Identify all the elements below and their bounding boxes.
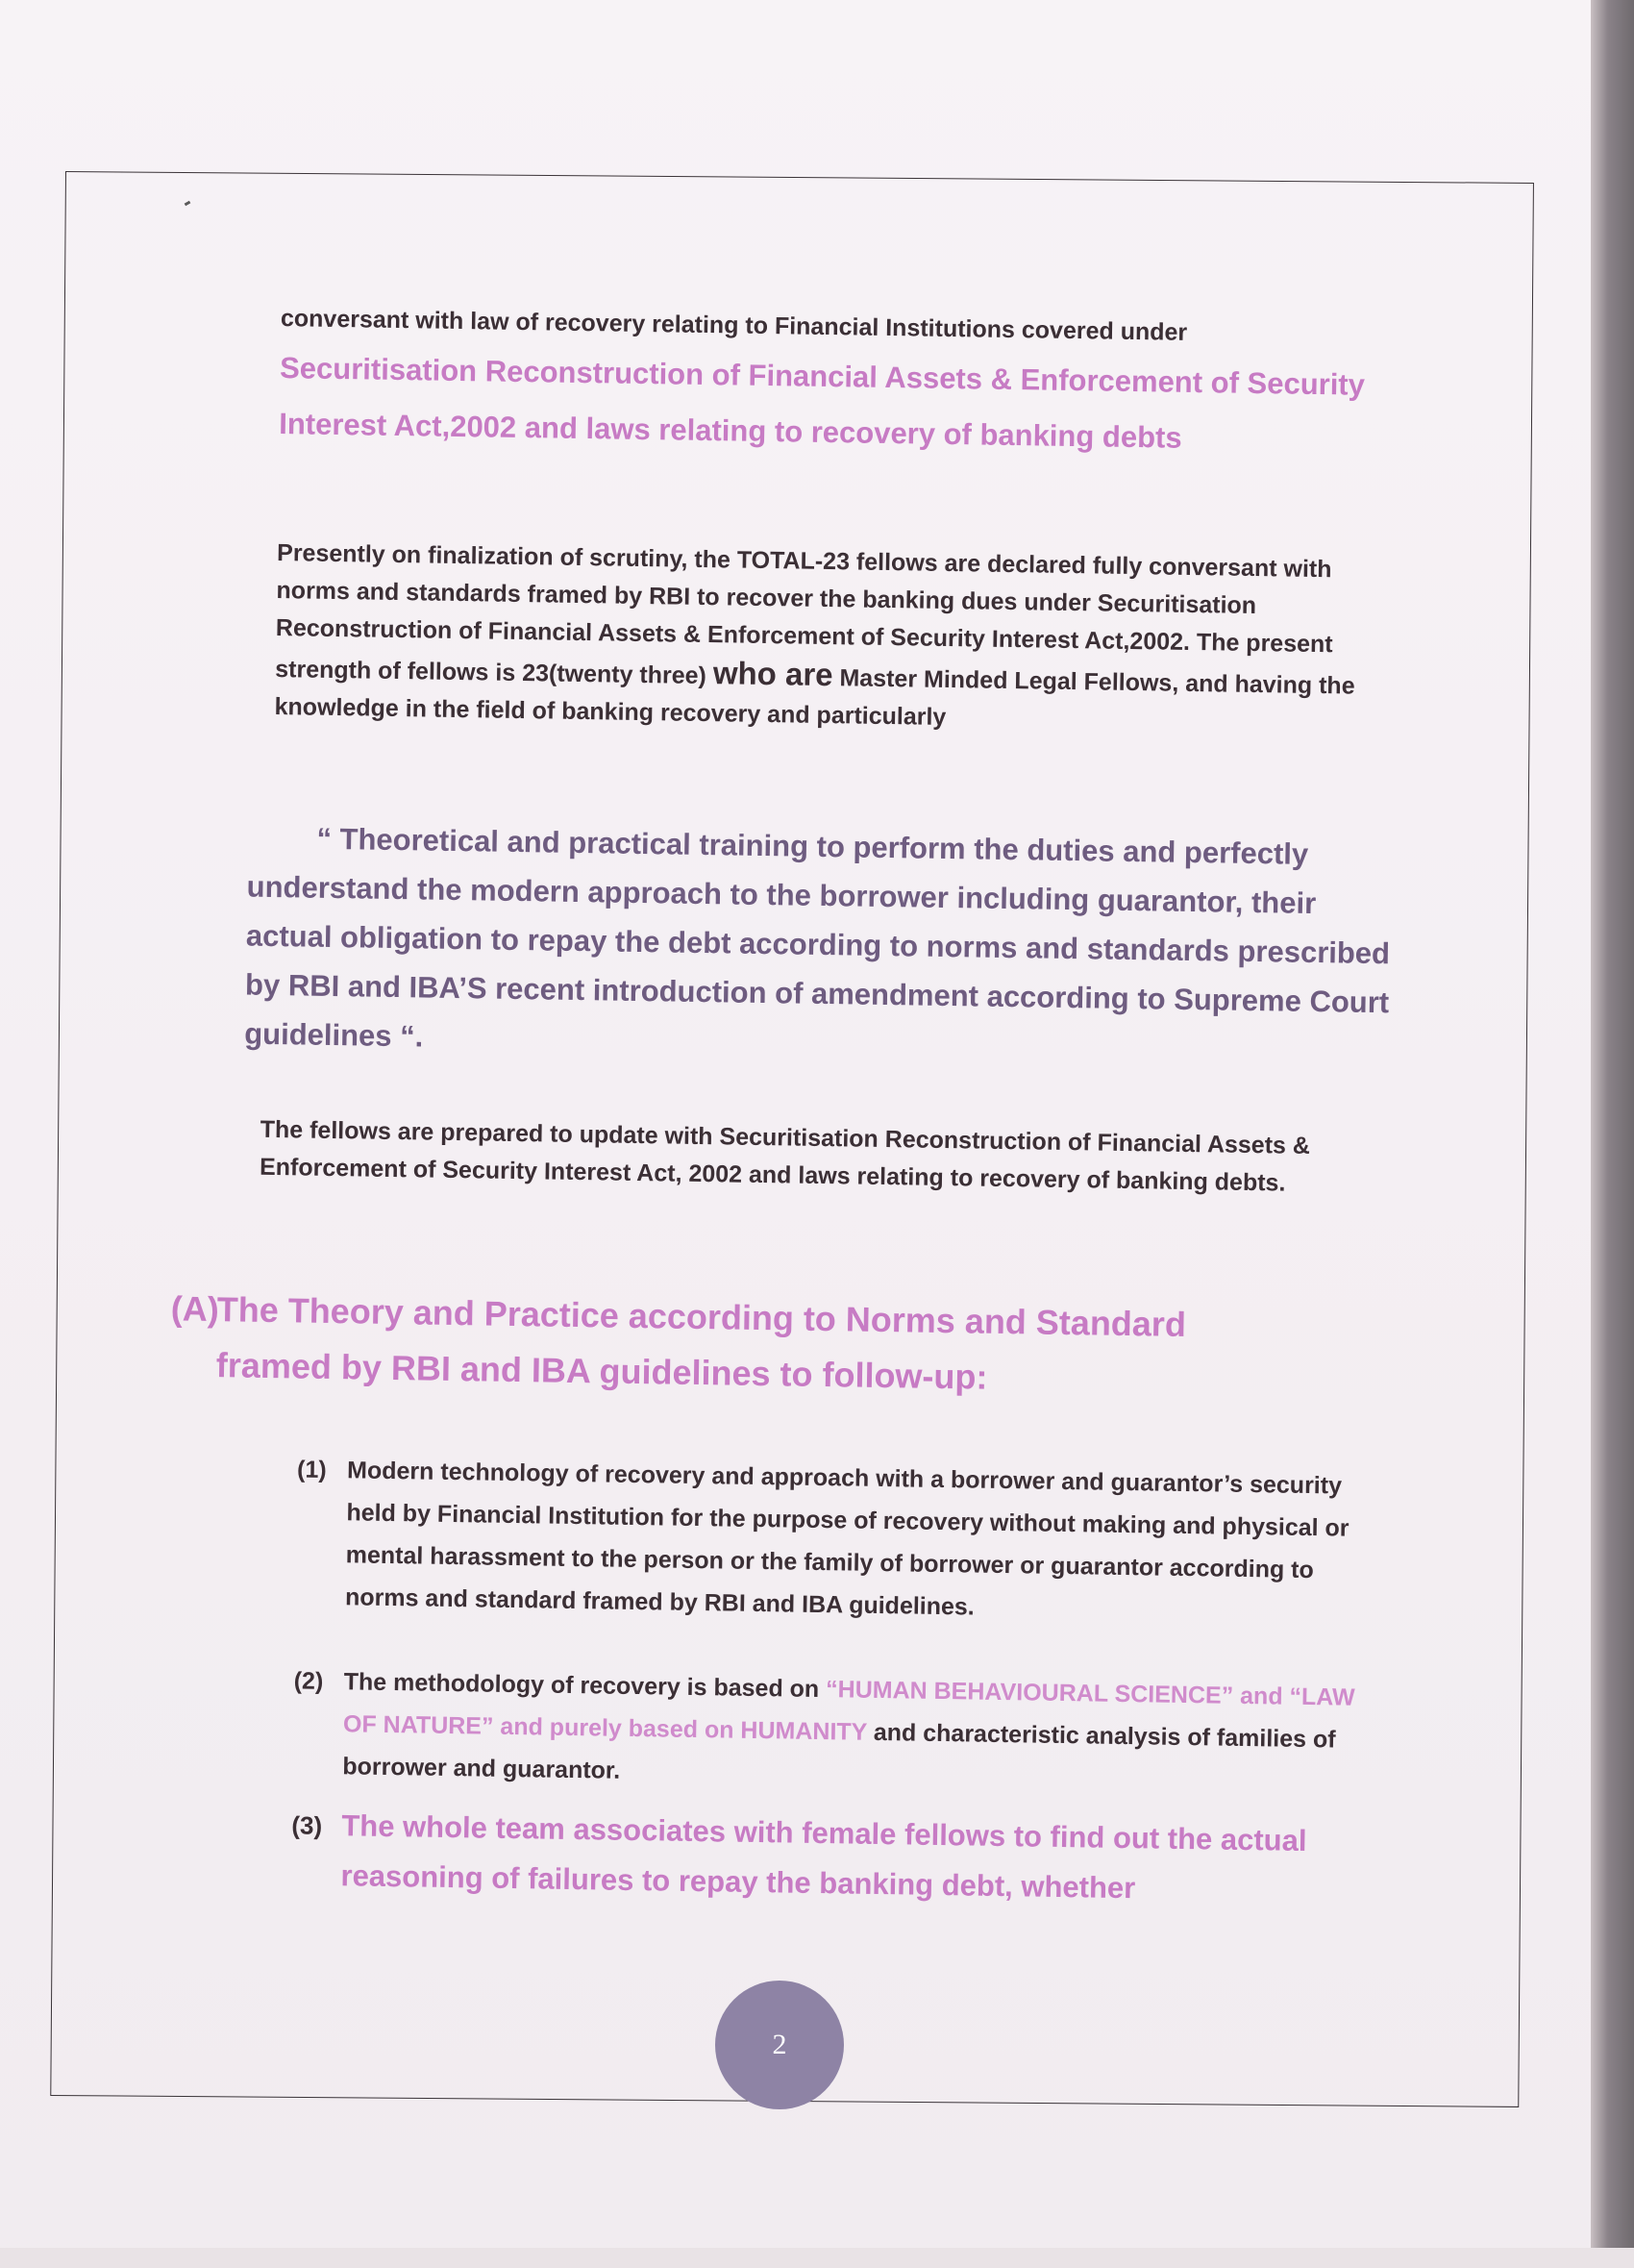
intro-line: conversant with law of recovery relating to Financial Institutions covered under bbox=[280, 305, 1188, 346]
list-item-number: (2) bbox=[293, 1667, 324, 1695]
training-quote: “ Theoretical and practical training to perform the duties and perfectly understand the modern approach to the borrower including guarantor, their actual obligation to repay the debt according to norms and standards prescribed by RBI and IBA’S recent introduction of amendment according to Supreme Court guidelines “. bbox=[244, 821, 1391, 1054]
paragraph-fellows-status bbox=[274, 535, 1363, 743]
paragraph-fellows-continuation: Master Minded Legal Fellows, and having the knowledge in the field of banking recovery and particularly bbox=[274, 664, 1355, 731]
list-item-1 bbox=[296, 1449, 1376, 1634]
page-edge-shadow bbox=[1591, 0, 1634, 2248]
intro-act-highlight: Securitisation Reconstruction of Financial Assets & Enforcement of Security Interest Act,2002 and laws relating to recovery of banking debts bbox=[278, 351, 1366, 455]
list-item-highlight: “HUMAN BEHAVIOURAL SCIENCE” and “LAW OF NATURE” and purely based on HUMANITY bbox=[342, 1676, 1355, 1746]
list-item-number: (1) bbox=[296, 1456, 327, 1483]
list-item-text: Modern technology of recovery and approach with a borrower and guarantor’s security held by Financial Institution for the purpose of recovery without making and physical or mental harassment to the person or the family of borrower or guarantor according to norms and standard framed by RBI and IBA guidelines. bbox=[344, 1457, 1349, 1621]
list-item-number: (3) bbox=[291, 1810, 323, 1840]
section-title: The Theory and Practice according to Norms and Standard framed by RBI and IBA guidelines to follow-up: bbox=[215, 1289, 1187, 1397]
list-item-3 bbox=[291, 1801, 1342, 1916]
paragraph-fellows-update: The fellows are prepared to update with Securitisation Reconstruction of Financial Assets & Enforcement of Security Interest Act, 2002 and laws relating to recovery of banking debts. bbox=[259, 1115, 1311, 1197]
list-item-text-after: and characteristic analysis of families of borrower and guarantor. bbox=[342, 1718, 1336, 1784]
section-label: (A) bbox=[170, 1288, 220, 1330]
list-item-text: The whole team associates with female fellows to find out the actual reasoning of failures to repay the banking debt, whether bbox=[340, 1808, 1307, 1906]
list-item-2 bbox=[293, 1660, 1373, 1804]
list-item-text-before: The methodology of recovery is based on bbox=[343, 1668, 820, 1704]
section-heading-a bbox=[169, 1281, 1305, 1410]
page-number-badge: 2 bbox=[715, 1981, 844, 2109]
paragraph-fellows-emphasis: who are bbox=[712, 655, 833, 693]
paragraph-fellows-text: Presently on finalization of scrutiny, the TOTAL-23 fellows are declared fully conversant with norms and standards framed by RBI to recover the banking dues under Securitisation Reconstruction of Financial Assets & Enforcement of Security Interest Act,2002. The present strength of fellows is 23(twenty three) bbox=[275, 539, 1333, 690]
